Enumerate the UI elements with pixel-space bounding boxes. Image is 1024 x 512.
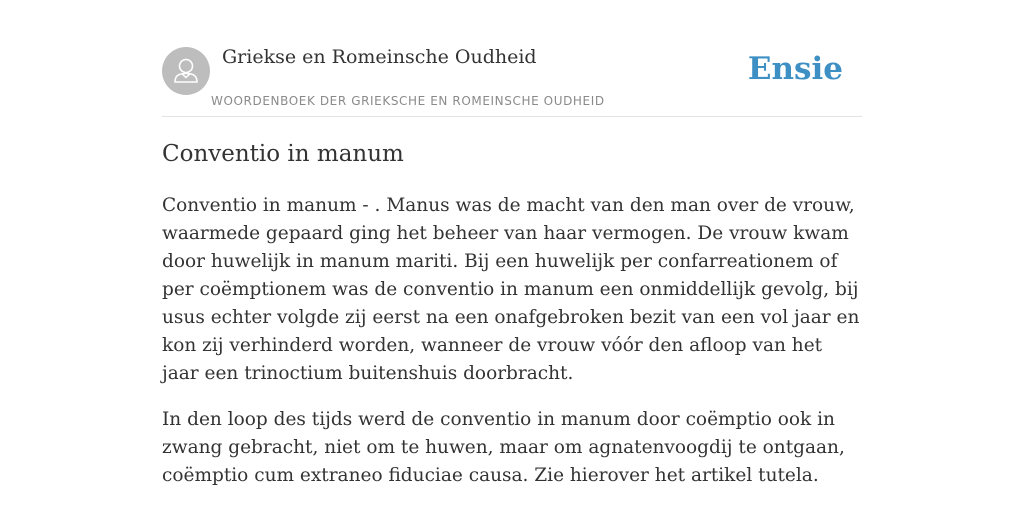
source-title[interactable]: Griekse en Romeinsche Oudheid: [222, 46, 537, 68]
page-content: [162, 0, 862, 486]
avatar[interactable]: [162, 47, 210, 95]
entry-body: [162, 192, 862, 508]
source-header: [162, 0, 862, 117]
entry-paragraph: In den loop des tijds werd de conventio in manum door coëmptio ook in zwang gebracht, niet om te huwen, maar om agnatenvoogdij te ontgaan, coëmptio cum extraneo fiduciae causa. Zie hierover het artikel tutela.: [162, 409, 845, 486]
entry-paragraph: Conventio in manum - . Manus was de macht van den man over de vrouw, waarmede gepaard ging het beheer van haar vermogen. De vrouw kwam door huwelijk in manum mariti. Bij een huwelijk per confarreationem of per coëmptionem was de conventio in manum een onmiddellijk gevolg, bij usus echter volgde zij eerst na een onafgebroken bezit van een vol jaar en kon zij verhinderd worden, wanneer de vrouw vóór den afloop van het jaar een trinoctium buitenshuis doorbracht.: [162, 195, 860, 384]
page-title: Conventio in manum: [162, 141, 404, 167]
brand-logo[interactable]: Ensie: [747, 51, 843, 87]
source-subtitle: WOORDENBOEK DER GRIEKSCHE EN ROMEINSCHE OUDHEID: [211, 94, 605, 108]
user-icon: [162, 47, 210, 95]
